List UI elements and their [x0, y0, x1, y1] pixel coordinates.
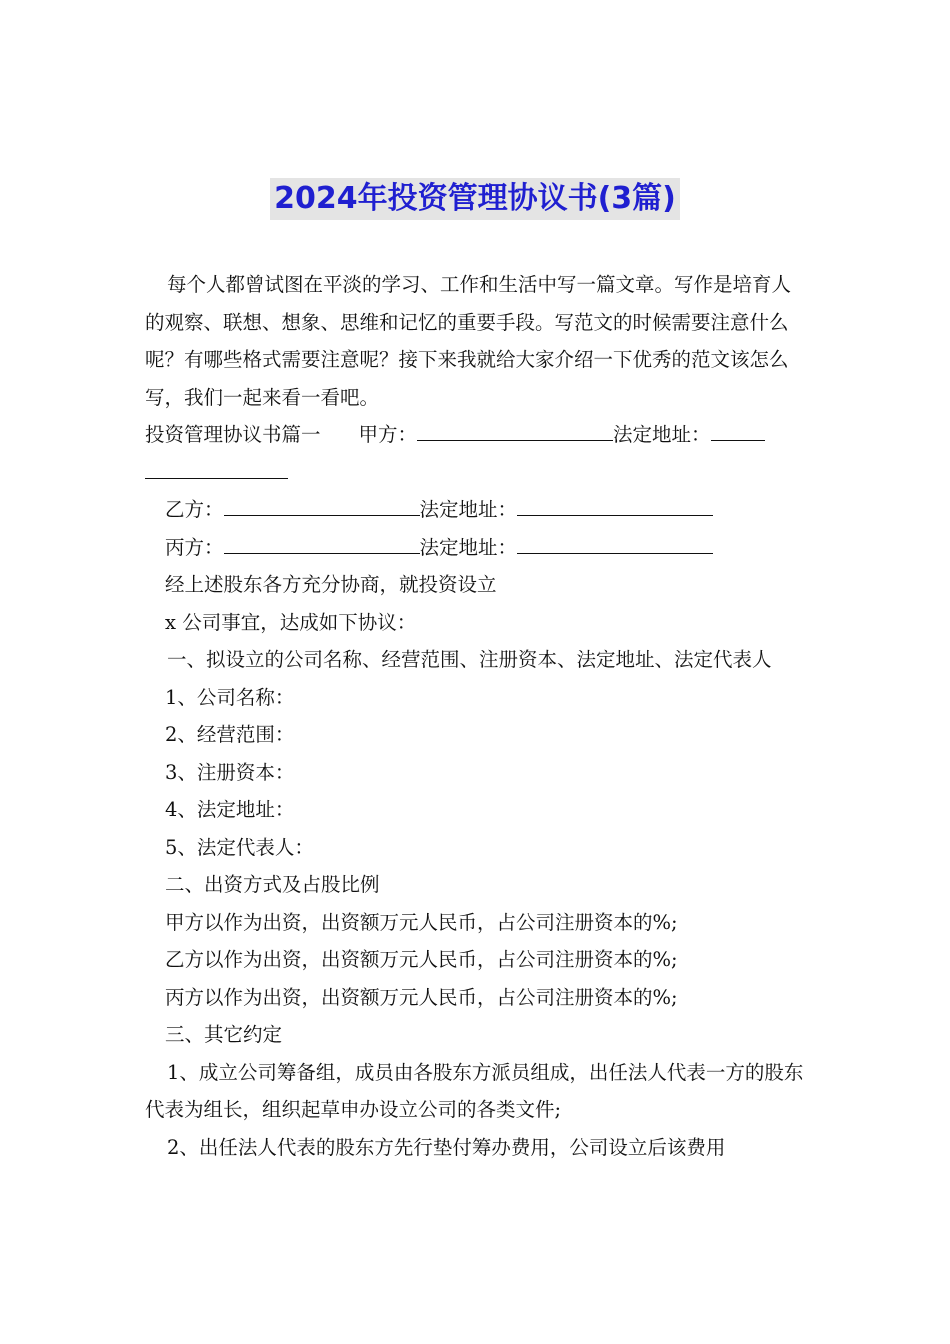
section1-item: 3、注册资本： — [165, 760, 295, 784]
party-a-line — [145, 416, 810, 454]
party-c-blank — [224, 531, 420, 554]
party-a-address-label: 法定地址： — [613, 423, 711, 446]
intro-paragraph: 每个人都曾试图在平淡的学习、工作和生活中写一篇文章。写作是培育人的观察、联想、想象、思维和记忆的重要手段。写范文的时候需要注意什么呢？有哪些格式需要注意呢？接下来我就给大家介绍一下优秀的范文该怎么写，我们一起来看一看吧。 — [145, 273, 792, 409]
section1-item: 1、公司名称： — [165, 685, 295, 709]
party-a-address-blank-continued — [145, 456, 288, 479]
section2-item: 乙方以作为出资，出资额万元人民币，占公司注册资本的%; — [165, 948, 678, 971]
section3-title: 三、其它约定 — [165, 1023, 283, 1046]
part-heading: 投资管理协议书篇一 — [145, 423, 321, 446]
party-a-address-continuation — [145, 454, 810, 492]
document-title: 2024年投资管理协议书(3篇) — [270, 178, 680, 220]
section2-title: 二、出资方式及占股比例 — [165, 873, 380, 896]
section2-item: 丙方以作为出资，出资额万元人民币，占公司注册资本的%; — [165, 985, 678, 1009]
party-b-blank — [224, 493, 420, 516]
party-c-address-label: 法定地址： — [419, 535, 518, 559]
party-b-address-blank — [517, 493, 713, 516]
agreement-line: x 公司事宜，达成如下协议： — [165, 610, 417, 634]
party-a-label: 甲方： — [358, 423, 418, 446]
section3-item: 1、成立公司筹备组，成员由各股东方派员组成，出任法人代表一方的股东代表为组长，组织起草申办设立公司的各类文件; — [145, 1060, 804, 1121]
section1-item: 4、法定地址： — [165, 798, 295, 821]
party-c-label: 丙方： — [165, 535, 224, 559]
title-container — [0, 178, 950, 220]
section1-item: 5、法定代表人： — [165, 835, 314, 859]
party-a-blank — [417, 418, 613, 441]
consult-line: 经上述股东各方充分协商，就投资设立 — [165, 573, 497, 596]
section1-title: 一、拟设立的公司名称、经营范围、注册资本、法定地址、法定代表人 — [167, 648, 772, 671]
party-b-label: 乙方： — [165, 498, 224, 521]
section1-item: 2、经营范围： — [165, 723, 295, 746]
party-c-line — [145, 529, 810, 567]
document-body — [145, 266, 810, 1166]
party-a-address-blank — [711, 418, 765, 441]
section3-item: 2、出任法人代表的股东方先行垫付筹办费用，公司设立后该费用 — [167, 1135, 726, 1159]
party-c-address-blank — [517, 531, 713, 554]
party-b-line — [145, 491, 810, 529]
section2-item: 甲方以作为出资，出资额万元人民币，占公司注册资本的%; — [165, 910, 678, 934]
party-b-address-label: 法定地址： — [419, 498, 518, 521]
